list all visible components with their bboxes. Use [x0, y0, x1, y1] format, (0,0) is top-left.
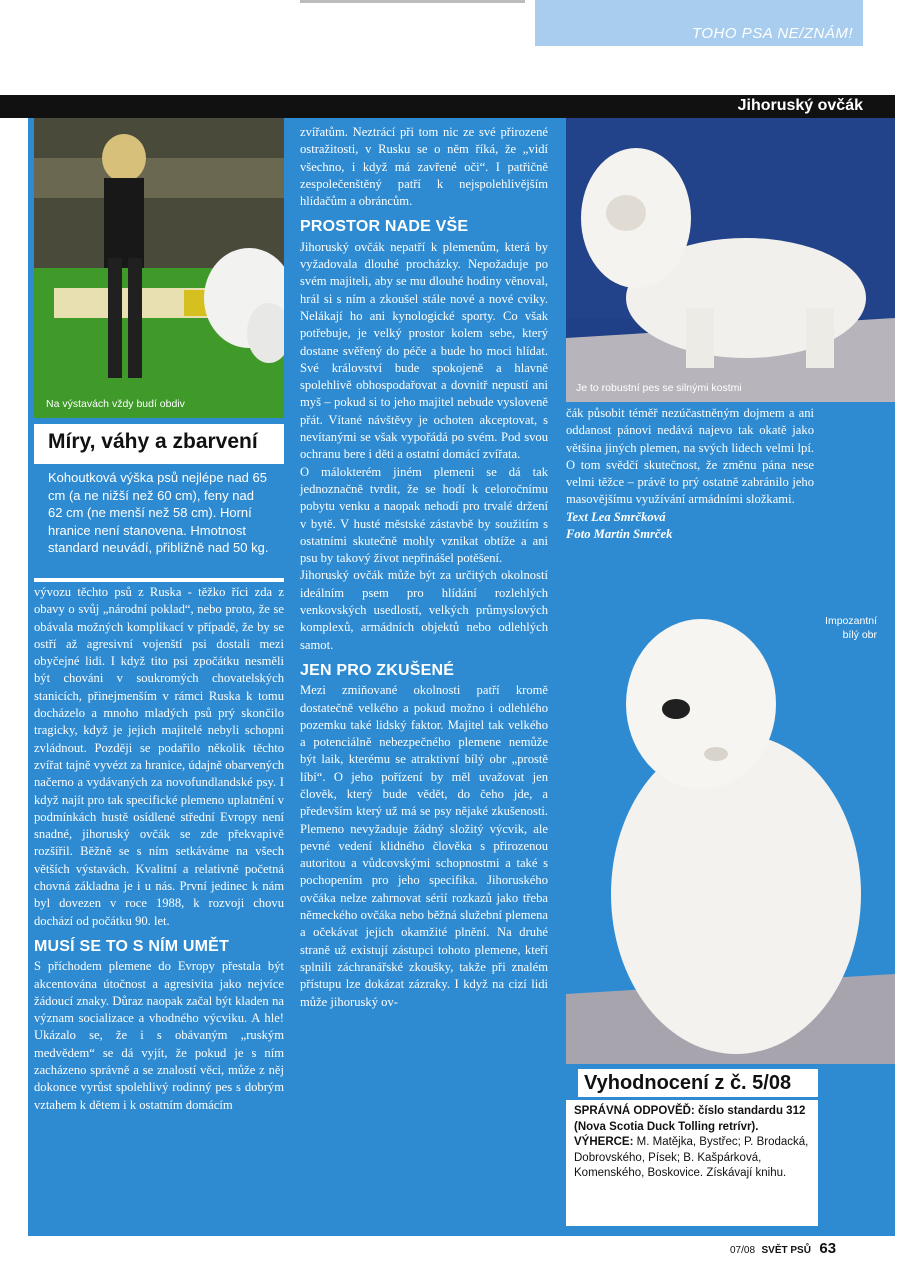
breed-title: Jihoruský ovčák — [737, 97, 863, 114]
page-number: 63 — [819, 1240, 837, 1257]
contest-title-band — [566, 1066, 818, 1100]
col2-paragraph-3: O málokterém jiném plemeni se dá tak jednoznačně tvrdit, že se hodí k celoročnímu pobytu venku a naopak nehodí pro trvalé držení v bytě. V husté městské zástavbě by soužitím s ostatními skutečně mohly vznikat obtíže a ani psu by takový život nepřinášel potěšení. — [300, 464, 548, 566]
col2-heading-1: PROSTOR NADE VŠE — [300, 218, 469, 236]
page-footer — [730, 1240, 870, 1260]
standing-dog-caption: Je to robustní pes se silnými kostmi — [576, 382, 742, 394]
series-tag-text: TOHO PSA NE/ZNÁM! — [691, 25, 853, 42]
col1-paragraph-1: vývozu těchto psů z Ruska - těžko říci zda z obavy o svůj „národní poklad“, nebo proto, že se obávala možných komplikací v případě, že by se ostří až agresivní vojenští psi dostali mezi obyčejné lidi. I když tito psi zpočátku nesměli být chováni v soukromých chovatelských stanicích, přinejmenším v rámci Ruska k tomu docházelo a mnoho mladých psů prý skončilo tragicky, když je jejich majitelé nebyli schopni zvládnout. Později se podařilo několik těchto zvířat tajně vyvézt za hranice, údajně obarvených načerno a vydávaných za novofundlandské psy. I když najít pro tak specifické plemeno uplatnění v podmínkách hustě osídlené střední Evropy není snadné, jihoruský ovčák se zde překvapivě rozšířil. Běžně se s ním setkáváme na všech větších výstavách. Kvalitní a relativně početná chovná základna je i u nás. První jedinec k nám byl dovezen v roce 1988, k rozvoji chovu dochází od počátku 90. let. — [34, 585, 284, 928]
dog-show-image — [34, 118, 284, 418]
column-1 — [34, 584, 284, 1234]
breed-title-bar — [0, 95, 895, 118]
col1-heading: MUSÍ SE TO S NÍM UMĚT — [34, 937, 230, 955]
measurements-body: Kohoutková výška psů nejlépe nad 65 cm (a ne nižší než 60 cm), feny nad 62 cm (ne menší než 58 cm). Horní hranice není stanovena. Hmotnost standard neuvádí, přibližně nad 50 kg. — [48, 470, 269, 555]
measurements-box — [34, 424, 284, 582]
top-rule — [300, 0, 525, 3]
text-credit: Text Lea Smrčková — [566, 509, 666, 524]
issue-number: 07/08 — [730, 1245, 756, 1256]
contest-box — [566, 1066, 818, 1226]
dog-show-photo — [34, 118, 284, 418]
sitting-dog-caption: Impozantní bílý obr — [825, 615, 877, 641]
standing-dog-image — [566, 118, 895, 402]
column-3 — [566, 405, 814, 585]
contest-title: Vyhodnocení z č. 5/08 — [578, 1069, 818, 1097]
winners-label: VÝHERCE: — [574, 1136, 634, 1148]
col2-paragraph-4: Jihoruský ovčák může být za určitých okolností ideálním psem pro hlídání rozlehlých venkovských usedlostí, velkých průmyslových komplexů, armádních objektů nebo odlehlých samot. — [300, 568, 548, 652]
standing-dog-photo — [566, 118, 895, 402]
photo-credit: Foto Martin Smrček — [566, 527, 673, 542]
col2-paragraph-2: Jihoruský ovčák nepatří k plemenům, která by vyžadovala dlouhé procházky. Nepožaduje po svém majiteli, aby se mu dlouhé hodiny věnoval, hrál si s ním a zkoušel stále nové a nové cviky. Nelákají ho ani kynologické sporty. Co však potřebuje, je velký prostor kolem sebe, který dostane svěřený do péče a bude ho moci hlídat. Své království bude spokojeně a hlavně spolehlivě obhospodařovat a dovnitř nepustí ani myš – pokud si to jeho majitel nebude vysloveně přát. Vítané návštěvy je ochoten akceptovat, s nevítanými se však vypořádá po svém. Pod svou ochranu bere i děti a ostatní domácí zvířata. — [300, 239, 548, 462]
magazine-name: SVĚT PSŮ — [761, 1245, 811, 1256]
contest-body — [574, 1104, 812, 1182]
answer-label: SPRÁVNÁ ODPOVĚĎ: — [574, 1105, 695, 1117]
dog-show-caption: Na výstavách vždy budí obdiv — [46, 398, 185, 410]
col2-paragraph-5: Mezi zmiňované okolnosti patří kromě dostatečně velkého a pokud možno i odlehlého pozemku také lidský faktor. Majitel tak velkého a potenciálně nebezpečného plemene nemůže být laik, kterému se atraktivní bílý obr „prostě líbí“. O jeho pořízení by měl uvažovat jen člověk, který bude vědět, do čeho jde, a především který už má se psy nějaké zkušenosti. Plemeno nevyžaduje žádný složitý výcvik, ale pevné vedení klidného člověka s přirozenou autoritou a vůdcovskými schopnostmi a také s pochopením pro jeho specifika. Jihoruského ovčáka nelze zahrnovat sérií rozkazů jako třeba německého ovčáka nebo běžná služební plemena a očekávat jejich okamžité plnění. Na druhé straně už existují zástupci tohoto plemene, kteří splnili záchranářské zkoušky, takže při znalém přístupu lze dokázat zázraky. I když na cizí lidi může jihoruský ov- — [300, 683, 548, 1009]
winners-text: M. Matějka, Bystřec; P. Brodacká, Dobrovského, Písek; B. Kašpárková, Komenského, Boskovice. Získávají knihu. — [574, 1136, 809, 1179]
sitting-dog-photo — [566, 594, 895, 1064]
answer-text: číslo standardu 312 (Nova Scotia Duck Tolling retrívr). — [574, 1105, 806, 1133]
measurements-body-panel — [34, 464, 284, 578]
measurements-title: Míry, váhy a zbarvení — [48, 430, 258, 453]
column-2 — [300, 124, 548, 1234]
col2-heading-2: JEN PRO ZKUŠENÉ — [300, 661, 455, 679]
series-tag — [535, 0, 863, 46]
col3-paragraph-1: čák působit téměř nezúčastněným dojmem a ani oddanost pánovi nedává najevo tak okatě jako většina jiných plemen, na svých lidech velmi lpí. O tom svědčí skutečnost, že změnu pána nese velmi těžce – právě to prý ostatně zabránilo jeho masovějšímu využívání armádními složkami. — [566, 406, 814, 507]
sitting-dog-image — [566, 594, 895, 1064]
col1-paragraph-2: S příchodem plemene do Evropy přestala být akcentována útočnost a agresivita jako nejvíce žádoucí znaky. Důraz naopak začal být kladen na význam socializace a vhodného výcviku. A hle! Ukázalo se, že i s obávaným „ruským medvědem“ se dá vyjít, že pokud je s ním zacházeno správně a se znalostí věci, může z něj dokonce vyrůst spolehlivý rodinný pes s dobrým vztahem k dětem i k ostatním domácím — [34, 959, 284, 1112]
col2-paragraph-1: zvířatům. Neztrácí při tom nic ze své přirozené ostražitosti, v Rusku se o něm říká, že „vidí všechno, i když má zavřené oči“. I patřičně zespolečenštěný patří k nejspolehlivějším hlídačům a obráncům. — [300, 125, 548, 209]
